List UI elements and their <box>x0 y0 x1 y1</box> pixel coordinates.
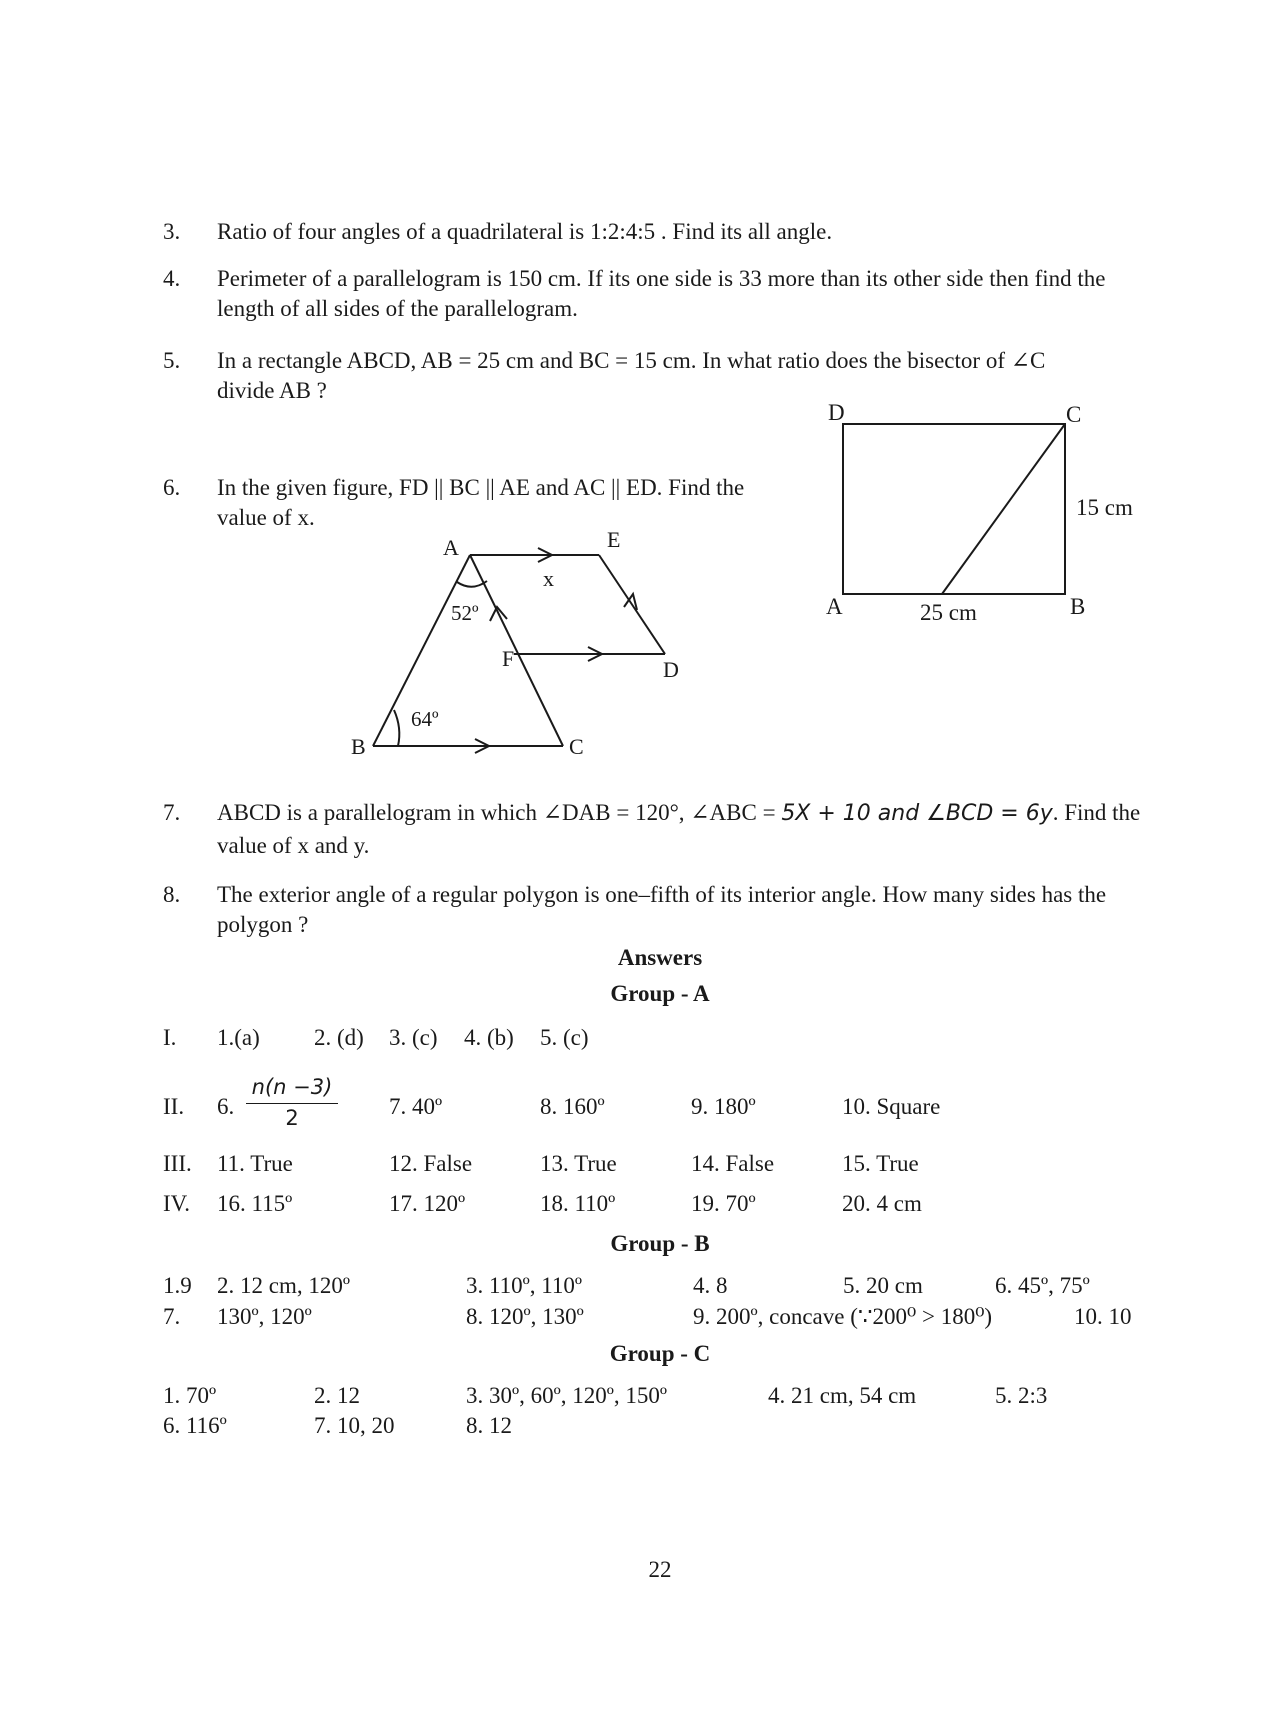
roman-numeral: II. <box>163 1094 185 1119</box>
vertex-label-a: A <box>826 594 843 619</box>
question-number: 4. <box>163 266 181 291</box>
answer-item: 13. True <box>540 1151 617 1176</box>
page-number: 22 <box>648 1557 672 1582</box>
angle-label-x: x <box>543 566 554 591</box>
question-text: The exterior angle of a regular polygon is one–fifth of its interior angle. How many sides has the <box>217 882 1107 907</box>
answer-item: 4. 8 <box>693 1273 728 1298</box>
answer-item: 3. 110º, 110º <box>466 1273 583 1298</box>
answer-item: 1. 70º <box>163 1383 217 1408</box>
group-a-heading: Group - A <box>610 981 710 1006</box>
fraction-denominator: 2 <box>285 1106 299 1130</box>
question-number: 3. <box>163 219 181 244</box>
answer-item: 14. False <box>691 1151 775 1176</box>
question-text: Perimeter of a parallelogram is 150 cm. If its one side is 33 more than its other side then find the <box>217 266 1106 291</box>
group-c-heading: Group - C <box>609 1341 711 1366</box>
answer-item: 8. 12 <box>466 1413 512 1438</box>
angle-bisector-line <box>942 424 1065 594</box>
answer-item: 10. 10 <box>1074 1304 1132 1329</box>
answer-item: 1.9 <box>163 1273 192 1298</box>
question-text: divide AB ? <box>217 378 327 403</box>
question-text-part: . Find the <box>1052 800 1141 825</box>
answers-heading: Answers <box>617 945 703 970</box>
answer-item: 5. 20 cm <box>843 1273 923 1298</box>
segment-ed <box>599 555 665 654</box>
question-text: In the given figure, FD || BC || AE and AC || ED. Find the <box>217 475 745 500</box>
question-text: Ratio of four angles of a quadrilateral is 1:2:4:5 . Find its all angle. <box>217 219 833 244</box>
answer-item: 11. True <box>217 1151 293 1176</box>
answer-item: 6. <box>217 1094 235 1119</box>
answer-item: 7. <box>163 1304 181 1329</box>
triangle-figure <box>340 520 720 760</box>
answer-item: 18. 110º <box>540 1191 616 1216</box>
roman-numeral: III. <box>163 1151 192 1176</box>
side-label-bc: 15 cm <box>1076 495 1133 520</box>
question-text <box>217 798 1157 829</box>
answer-item: 7. 10, 20 <box>314 1413 395 1438</box>
question-text: value of x and y. <box>217 833 370 858</box>
vertex-label-d: D <box>663 657 679 682</box>
answer-item: 4. (b) <box>464 1025 514 1050</box>
answer-item: 3. (c) <box>389 1025 438 1050</box>
answer-item: 1.(a) <box>217 1025 260 1050</box>
vertex-label-d: D <box>828 400 845 425</box>
vertex-label-c: C <box>1066 402 1082 427</box>
vertex-label-f: F <box>502 646 515 671</box>
answer-item: 9. 200º, concave (∵200⁰ > 180⁰) <box>693 1304 993 1329</box>
answer-item: 6. 116º <box>163 1413 227 1438</box>
answer-item: 20. 4 cm <box>842 1191 922 1216</box>
group-b-heading: Group - B <box>610 1231 710 1256</box>
angle-arc-b <box>394 710 399 746</box>
answer-item: 8. 120º, 130º <box>466 1304 584 1329</box>
answer-item: 12. False <box>389 1151 473 1176</box>
answer-item: 4. 21 cm, 54 cm <box>768 1383 917 1408</box>
question-text: In a rectangle ABCD, AB = 25 cm and BC = 15 cm. In what ratio does the bisector of ∠C <box>217 348 1046 373</box>
rectangle-abcd <box>843 424 1065 594</box>
answer-item: 130º, 120º <box>217 1304 312 1329</box>
angle-label-b: 64º <box>411 707 439 731</box>
answer-item: 16. 115º <box>217 1191 293 1216</box>
roman-numeral: I. <box>163 1025 177 1050</box>
answer-item: 19. 70º <box>691 1191 756 1216</box>
answer-item: 2. 12 <box>314 1383 360 1408</box>
question-number: 8. <box>163 882 181 907</box>
question-text: length of all sides of the parallelogram. <box>217 296 578 321</box>
vertex-label-b: B <box>351 734 366 759</box>
question-number: 5. <box>163 348 181 373</box>
answer-item: 5. 2:3 <box>995 1383 1048 1408</box>
fraction <box>244 1073 340 1132</box>
answer-item: 2. 12 cm, 120º <box>217 1273 350 1298</box>
answer-item: 9. 180º <box>691 1094 756 1119</box>
answer-item: 17. 120º <box>389 1191 466 1216</box>
question-number: 6. <box>163 475 181 500</box>
question-number: 7. <box>163 800 181 825</box>
question-text: polygon ? <box>217 912 309 937</box>
answer-item: 3. 30º, 60º, 120º, 150º <box>466 1383 668 1408</box>
roman-numeral: IV. <box>163 1191 191 1216</box>
vertex-label-b: B <box>1070 594 1086 619</box>
answer-item: 15. True <box>842 1151 919 1176</box>
answer-item: 8. 160º <box>540 1094 605 1119</box>
fraction-numerator: n(n −3) <box>251 1075 333 1099</box>
answer-item: 6. 45º, 75º <box>995 1273 1090 1298</box>
side-label-ab: 25 cm <box>920 600 977 625</box>
question-text: value of x. <box>217 505 315 530</box>
question-math-expression: 5X + 10 and ∠BCD = 6y <box>781 801 1053 826</box>
rectangle-figure <box>810 390 1150 630</box>
answer-item: 10. Square <box>842 1094 941 1119</box>
question-text-part: ABCD is a parallelogram in which ∠DAB = 120°, ∠ABC = <box>217 800 782 825</box>
answer-item: 5. (c) <box>540 1025 589 1050</box>
vertex-label-e: E <box>607 527 621 552</box>
vertex-label-c: C <box>569 734 584 759</box>
angle-label-a: 52º <box>451 601 479 625</box>
answer-item: 7. 40º <box>389 1094 443 1119</box>
answer-item: 2. (d) <box>314 1025 364 1050</box>
vertex-label-a: A <box>443 535 459 560</box>
